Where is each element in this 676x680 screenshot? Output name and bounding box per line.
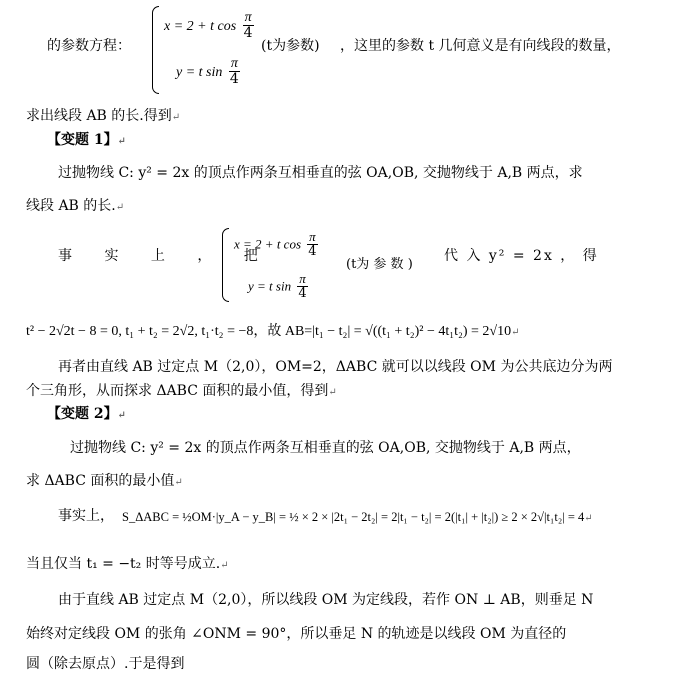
problem2-line1: 过抛物线 C: y² = 2x 的顶点作两条互相垂直的弦 OA,OB, 交抛物线于 A,B 两点， <box>70 440 581 456</box>
param-eq1: x = 2 + t cos $\frac{\pi}{4}$ <box>164 10 253 42</box>
para2-line2: 个三角形，从而探求 ΔABC 面积的最小值，得到↵ <box>26 383 337 399</box>
param-brace <box>152 6 159 94</box>
problem2-line2: 求 ΔABC 面积的最小值↵ <box>26 473 183 489</box>
heading-variant-1: 【变题 1】↵ <box>47 132 127 148</box>
fact1-note: (t为 参 数 ) <box>346 257 413 272</box>
problem1-line2: 线段 AB 的长.↵ <box>26 198 125 214</box>
calc-line: t² − 2√2t − 8 = 0, t₁ + t₂ = 2√2, t₁·t₂ = −8，故 AB=|t₁ − t₂| = √((t₁ + t₂)² − 4t₁t₂) = 2√10↵ <box>26 324 520 339</box>
fact1-brace <box>222 228 229 302</box>
heading-variant-2: 【变题 2】↵ <box>47 406 127 422</box>
problem1-line1: 过抛物线 C: y² = 2x 的顶点作两条互相垂直的弦 OA,OB, 交抛物线于 A,B 两点，求 <box>58 165 583 181</box>
fact1-eq2: y = t sin $\frac{\pi}{4}$ <box>248 271 307 302</box>
equality-condition: 当且仅当 t₁ = −t₂ 时等号成立.↵ <box>26 556 229 572</box>
param-prefix: 的参数方程： <box>47 38 131 54</box>
fact1-prefix: 事 实 上 ， 把 <box>58 248 272 264</box>
result-line-1: 求出线段 AB 的长.得到↵ <box>26 108 181 124</box>
para2-line1: 再者由直线 AB 过定点 M（2,0），OM=2，ΔABC 就可以以线段 OM 为公共底边分为两 <box>58 359 613 375</box>
fact1-eq1: x = 2 + t cos $\frac{\pi}{4}$ <box>234 229 317 260</box>
para3-line2: 始终对定线段 OM 的张角 ∠ONM = 90°，所以垂足 N 的轨迹是以线段 OM 为直径的 <box>26 626 567 642</box>
param-note: (t为参数) <box>261 38 320 54</box>
param-suffix: ，这里的参数 t 几何意义是有向线段的数量， <box>340 38 621 54</box>
fact1-suffix: 代 入 y² = 2x ， 得 <box>444 248 599 264</box>
para3-line1: 由于直线 AB 过定点 M（2,0），所以线段 OM 为定线段，若作 ON ⊥ AB，则垂足 N <box>58 592 594 608</box>
fact2-formula: S_ΔABC = ½OM·|y_A − y_B| = ½ × 2 × |2t₁ − 2t₂| = 2|t₁ − t₂| = 2(|t₁| + |t₂|) ≥ 2 × 2√|t₁t₂| = 4↵ <box>122 510 593 524</box>
param-eq2: y = t sin $\frac{\pi}{4}$ <box>176 56 239 88</box>
fact2-prefix: 事实上， <box>58 508 114 524</box>
para3-line3: 圆（除去原点）.于是得到 <box>26 656 185 672</box>
